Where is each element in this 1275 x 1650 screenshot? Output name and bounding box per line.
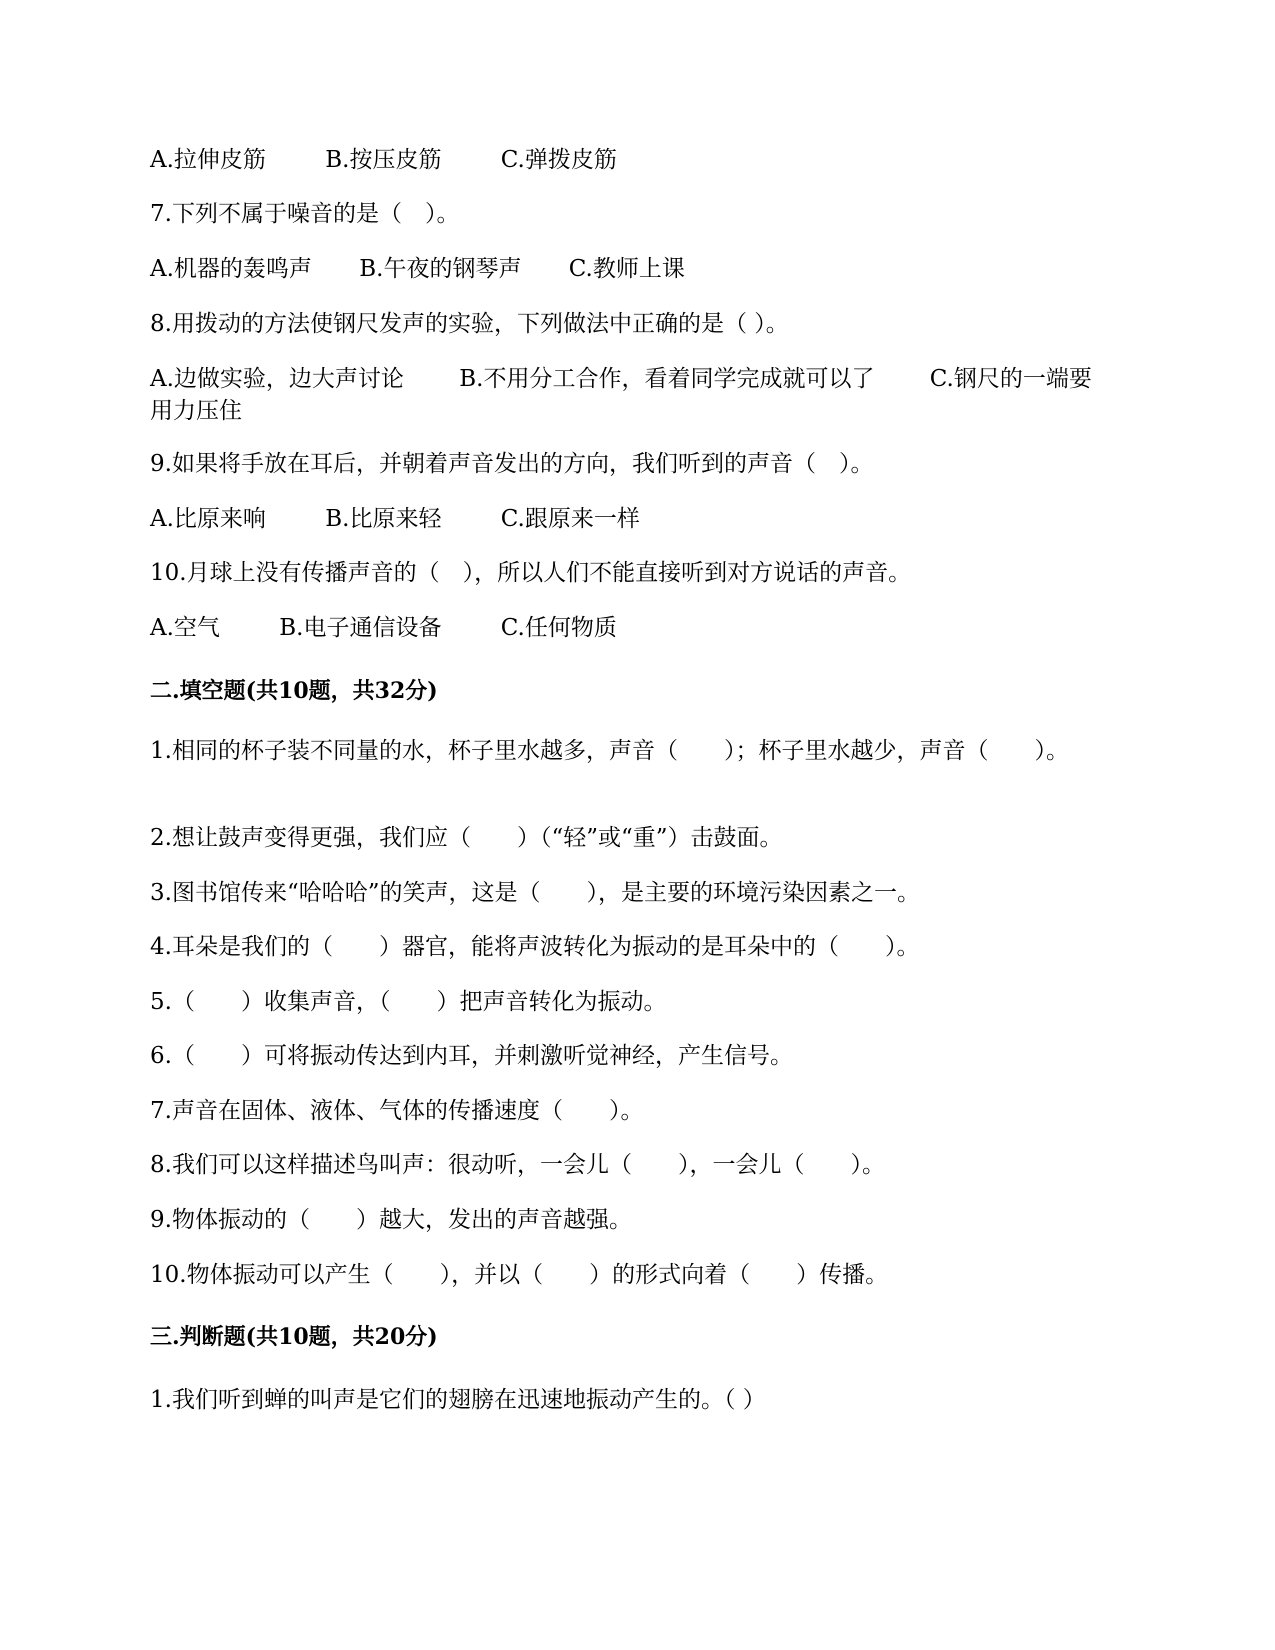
option-a: A.比原来响 [150,506,266,532]
section-heading-fill-blank: 二.填空题(共10题，共32分) [150,678,438,704]
fill-blank-item: 3.图书馆传来“哈哈哈”的笑声，这是（ ），是主要的环境污染因素之一。 [150,880,920,906]
option-c: C.弹拨皮筋 [500,147,617,173]
q9-options [150,503,1110,535]
fill-blank-item: 10.物体振动可以产生（ ），并以（ ）的形式向着（ ）传播。 [150,1262,889,1288]
q6-options [150,144,1110,176]
fill-blank-item: 5.（ ）收集声音，（ ）把声音转化为振动。 [150,989,667,1015]
option-c: C.教师上课 [568,256,685,282]
fill-blank-item: 8.我们可以这样描述鸟叫声：很动听，一会儿（ ），一会儿（ ）。 [150,1152,885,1178]
option-a: A.边做实验，边大声讨论 [150,366,404,392]
true-false-item: 1.我们听到蝉的叫声是它们的翅膀在迅速地振动产生的。（ ） [150,1387,766,1413]
fill-blank-item: 4.耳朵是我们的（ ）器官，能将声波转化为振动的是耳朵中的（ ）。 [150,934,920,960]
option-c: C.跟原来一样 [500,506,640,532]
fill-blank-item: 7.声音在固体、液体、气体的传播速度（ ）。 [150,1098,644,1124]
option-b: B.按压皮筋 [325,147,442,173]
q8-options [150,363,1110,427]
option-a: A.空气 [150,615,220,641]
option-a: A.拉伸皮筋 [150,147,266,173]
q7-question: 7.下列不属于噪音的是（ ）。 [150,201,460,227]
q8-question: 8.用拨动的方法使钢尺发声的实验，下列做法中正确的是（ ）。 [150,311,789,337]
option-c: C.钢尺的一端要用力压住 [150,366,1092,424]
fill-blank-item: 6.（ ）可将振动传达到内耳，并刺激听觉神经，产生信号。 [150,1043,793,1069]
option-c: C.任何物质 [500,615,617,641]
q9-question: 9.如果将手放在耳后，并朝着声音发出的方向，我们听到的声音（ ）。 [150,451,874,477]
q10-options [150,612,1110,644]
option-b: B.午夜的钢琴声 [359,256,522,282]
fill-blank-item: 9.物体振动的（ ）越大，发出的声音越强。 [150,1207,632,1233]
option-b: B.比原来轻 [325,506,442,532]
option-a: A.机器的轰鸣声 [150,256,312,282]
fill-blank-item: 2.想让鼓声变得更强，我们应（ ）（“轻”或“重”）击鼓面。 [150,825,783,851]
q7-options [150,253,1110,285]
section-heading-true-false: 三.判断题(共10题，共20分) [150,1324,438,1350]
fill-blank-item: 1.相同的杯子装不同量的水，杯子里水越多，声音（ ）；杯子里水越少，声音（ ）。 [150,738,1069,764]
option-b: B.不用分工合作，看着同学完成就可以了 [459,366,875,392]
q10-question: 10.月球上没有传播声音的（ ），所以人们不能直接听到对方说话的声音。 [150,560,912,586]
option-b: B.电子通信设备 [279,615,442,641]
